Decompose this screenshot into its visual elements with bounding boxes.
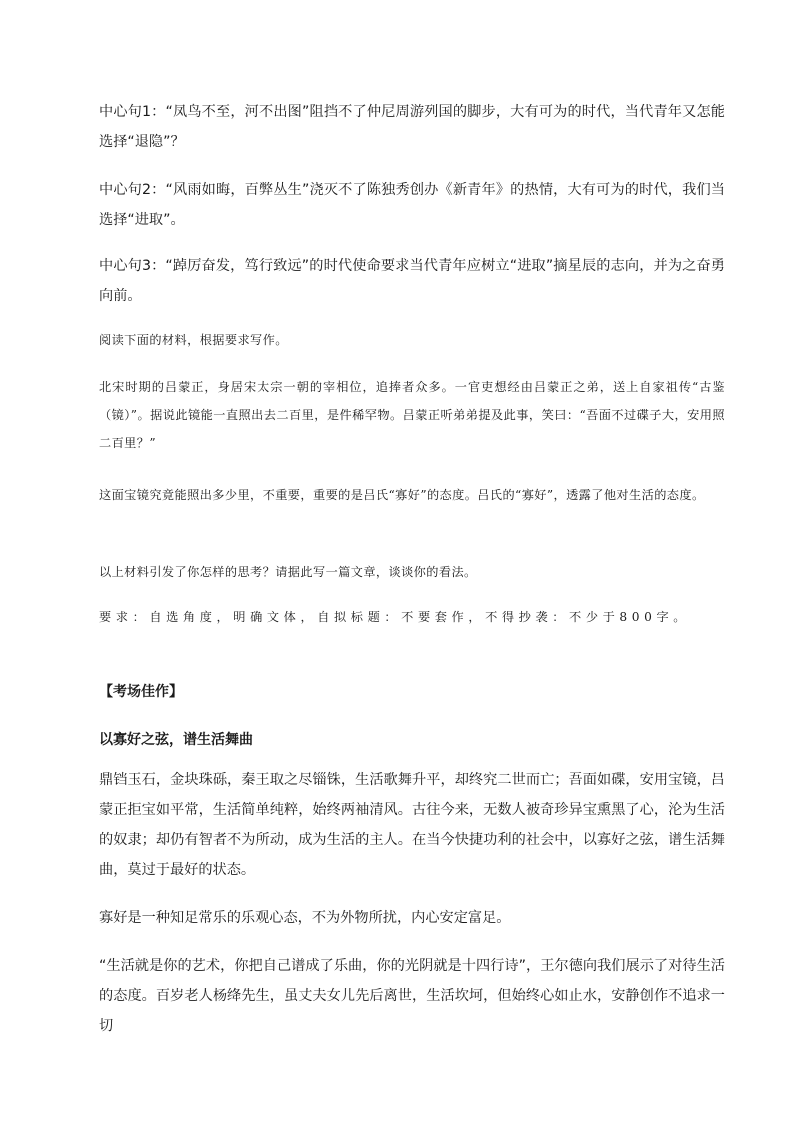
section-header: 【考场佳作】 bbox=[99, 684, 183, 700]
essay-paragraph-1: 鼎铛玉石，金块珠砾，秦王取之尽锱铢，生活歌舞升平，却终究二世而亡；吾面如碟，安用宝镜，吕蒙正拒宝如平常，生活简单纯粹，始终两袖清风。古往今来，无数人被奇珍异宝熏黑了心，沦为生活的奴隶；却仍有智者不为所动，成为生活的主人。在当今快捷功利的社会中，以寡好之弦，谱生活舞曲，莫过于最好的状态。 bbox=[99, 772, 725, 878]
center-sentence-3: 中心句3：“踔厉奋发，笃行致远”的时代使命要求当代青年应树立“进取”摘星辰的志向，并为之奋勇向前。 bbox=[99, 258, 725, 304]
prompt-intro: 阅读下面的材料，根据要求写作。 bbox=[99, 333, 288, 347]
essay-title: 以寡好之弦，谱生活舞曲 bbox=[99, 732, 253, 748]
material-paragraph-1: 北宋时期的吕蒙正，身居宋太宗一朝的宰相位，追捧者众多。一官吏想经由吕蒙正之弟，送上自家祖传“古鉴（镜）”。据说此镜能一直照出去二百里，是件稀罕物。吕蒙正听弟弟提及此事，笑曰：“吾面不过碟子大，安用照二百里？” bbox=[99, 380, 725, 450]
writing-question: 以上材料引发了你怎样的思考？请据此写一篇文章，谈谈你的看法。 bbox=[99, 565, 477, 579]
writing-requirement: 要求：自选角度，明确文体，自拟标题：不要套作，不得抄袭：不少于800字。 bbox=[99, 610, 691, 624]
material-paragraph-2: 这面宝镜究竟能照出多少里，不重要，重要的是吕氏“寡好”的态度。吕氏的“寡好”，透露了他对生活的态度。 bbox=[99, 488, 705, 502]
essay-paragraph-3: “生活就是你的艺术，你把自己谱成了乐曲，你的光阴就是十四行诗”，王尔德向我们展示了对待生活的态度。百岁老人杨绛先生，虽丈夫女儿先后离世，生活坎坷，但始终心如止水，安静创作不追求一切 bbox=[99, 958, 725, 1034]
center-sentence-2: 中心句2：“风雨如晦，百弊丛生”浇灭不了陈独秀创办《新青年》的热情，大有可为的时代，我们当选择“进取”。 bbox=[99, 182, 725, 228]
center-sentence-1: 中心句1：“凤鸟不至，河不出图”阻挡不了仲尼周游列国的脚步，大有可为的时代，当代青年又怎能选择“退隐”？ bbox=[99, 104, 725, 150]
essay-paragraph-2: 寡好是一种知足常乐的乐观心态，不为外物所扰，内心安定富足。 bbox=[99, 910, 511, 926]
